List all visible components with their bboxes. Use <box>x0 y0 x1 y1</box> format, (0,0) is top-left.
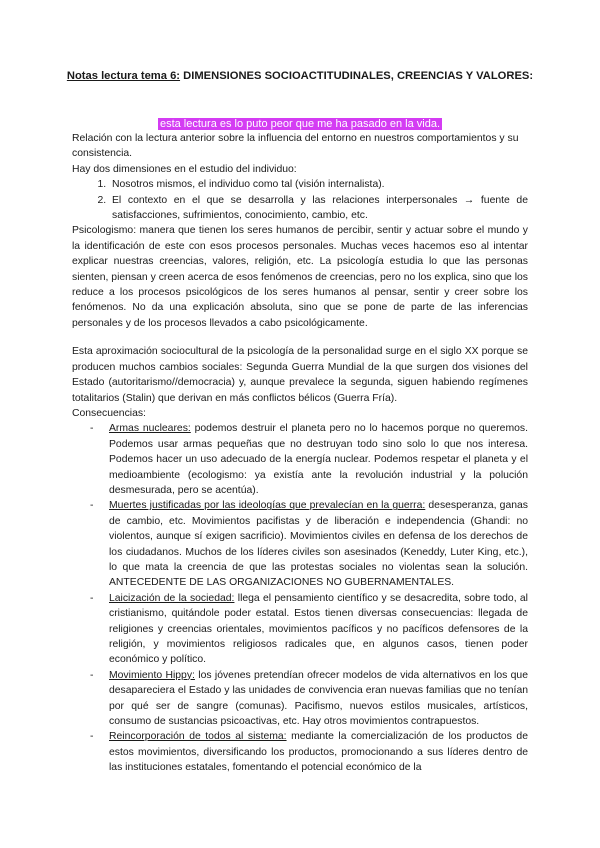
document-body <box>72 131 528 776</box>
title-underlined: Notas lectura tema 6: <box>66 70 181 82</box>
item-text: los jóvenes pretendían ofrecer modelos de vida alternativos en los que desapareciera el Estado y las unidades de convivencia eran nuevas familias que no tenían por qué ser de sangre (comunas). Pacifismo, nuevos estilos musicales, artísticos, consumo de sustancias psicoactivas, etc. Hay otros movimientos contrapuestos. <box>109 669 528 728</box>
psicologismo-paragraph: Psicologismo: manera que tienen los seres humanos de percibir, sentir y actuar sobre el mundo y la identificación de este con esos procesos personales. Muchas veces hacemos eso al intentar explicar nuestras creencias, valores, religión, etc. La psicología estudia lo que las personas sienten, piensan y creen acerca de esos fenómenos de creencias, pero no los explica, sino que los reduce a los procesos psicológicos de los seres humanos al pensar, sentir y creer sobre los fenómenos. No da una explicación absoluta, sino que se pone de parte de las inferencias personales y de los procesos llevados a cabo psicológicamente. <box>72 225 528 329</box>
dash-bullet: - <box>90 669 94 681</box>
item-term: Muertes justificadas por las ideologías que prevalecían en la guerra: <box>109 500 426 512</box>
list-item <box>72 668 528 730</box>
list-item <box>72 729 528 775</box>
aproximacion-paragraph: Esta aproximación sociocultural de la psicología de la personalidad surge en el siglo XX porque se producen muchos cambios sociales: Segunda Guerra Mundial de la que surgen dos visiones del Estado (autoritarismo//democracia) y, aunque prevalece la segunda, siguen habiendo regímenes totalitarios (Stalin) que derivan en más conflictos bélicos (Guerra Fría). <box>72 346 528 404</box>
highlight-line <box>0 114 600 132</box>
dash-bullet: - <box>90 500 94 512</box>
list-item <box>72 591 528 668</box>
item-term: Laicización de la sociedad: <box>109 592 235 604</box>
dimensions-list <box>72 177 528 223</box>
dash-bullet: - <box>90 731 94 743</box>
item-text: mediante la comercialización de los productos de estos movimientos, diversificando los productos, promocionando a sus líderes dentro de las instituciones estatales, fomentando el potencial económico de la <box>109 731 528 774</box>
highlighted-note: esta lectura es lo puto peor que me ha pasado en la vida. <box>159 118 441 130</box>
consecuencias-list <box>72 421 528 775</box>
item-text: desesperanza, ganas de cambio, etc. Movimientos pacifistas y de liberación e independencia (Ghandi: no violentos, aunque sí exigen sacrificio). Movimientos civiles en defensa de los derechos de los ciudadanos. Muchos de los líderes civiles son asesinados (Keneddy, Luter King, etc.), lo que mata la creencia de que las protestas sociales no violentas sean la solución. ANTECEDENTE DE LAS ORGANIZACIONES NO GUBERNAMENTALES. <box>109 500 528 589</box>
intro-paragraph: Relación con la lectura anterior sobre la influencia del entorno en nuestros comportamientos y su consistencia. <box>72 133 519 160</box>
dash-bullet: - <box>90 592 94 604</box>
intro-paragraph: Hay dos dimensiones en el estudio del individuo: <box>72 163 297 175</box>
list-item <box>72 498 528 590</box>
item-text: llega el pensamiento científico y se desacredita, sobre todo, al cristianismo, quitándole poder estatal. Estos tienen diversas consecuencias: llegada de religiones y creencias orientales, movimientos pacíficos y no pacíficos defensores de la religión, y movimientos religiosos radicales que, en algunos casos, tienen poder económico y político. <box>109 592 528 666</box>
consecuencias-label: Consecuencias: <box>72 407 146 419</box>
list-item <box>72 421 528 498</box>
paragraph-gap <box>72 331 528 344</box>
list-item: 2. El contexto en el que se desarrolla y las relaciones interpersonales → fuente de satisfacciones, sufrimientos, conocimiento, cambio, etc. <box>109 193 528 224</box>
title-rest: DIMENSIONES SOCIOACTITUDINALES, CREENCIAS Y VALORES: <box>180 70 534 82</box>
item-text: podemos destruir el planeta pero no lo hacemos porque no queremos. Podemos usar armas pequeñas que no destruyan todo sino solo lo que nos interesa. Podemos hacer un uso adecuado de la energía nuclear. Podemos respetar el planeta y el medioambiente (ecologismo: ya existía ante la revolución industrial y la polución desmesurada, pero se acentúa). <box>109 423 528 496</box>
item-term: Reincorporación de todos al sistema: <box>109 731 287 743</box>
item-term: Armas nucleares: <box>109 423 191 435</box>
list-item: 1. Nosotros mismos, el individuo como tal (visión internalista). <box>109 177 528 192</box>
item-term: Movimiento Hippy: <box>109 669 195 681</box>
dash-bullet: - <box>90 423 94 435</box>
page-title <box>0 68 600 85</box>
